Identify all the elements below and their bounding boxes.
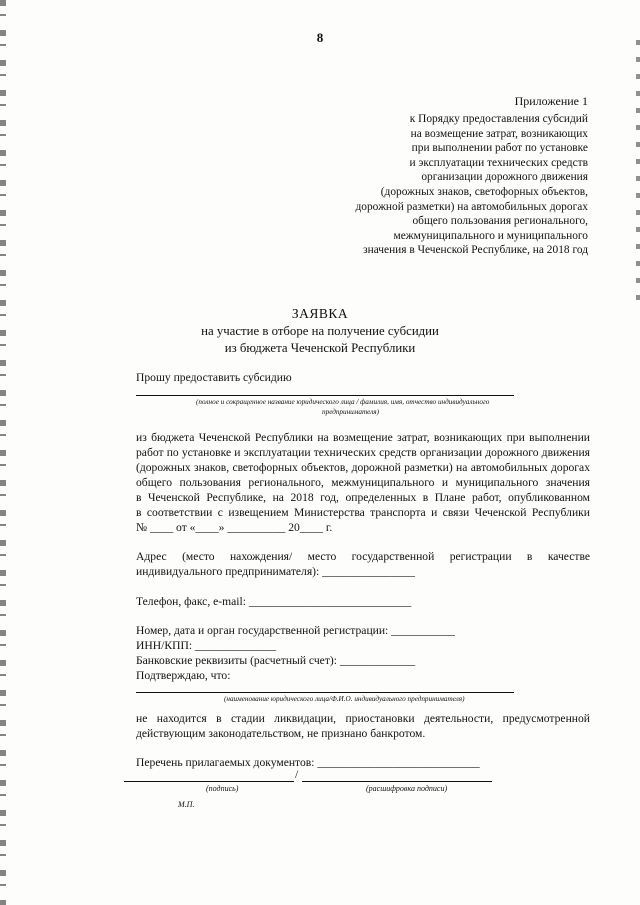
body-line: в соответствии с извещением Министерства транспорта и связи Чеченской Республики xyxy=(136,506,590,519)
signature-slash: / xyxy=(295,768,299,781)
address-line-2: индивидуального предпринимателя): ________________ xyxy=(136,565,415,578)
appendix-line: к Порядку предоставления субсидий xyxy=(409,113,588,125)
request-caption-1: (полное и сокращенное название юридического лица / фамилия, имя, отчество индивидуального xyxy=(196,398,490,406)
document-subtitle-1: на участие в отборе на получение субсидии xyxy=(201,324,439,338)
scan-margin-right xyxy=(636,40,640,300)
body-line: работ по установке и эксплуатации технических средств организации дорожного движения xyxy=(136,446,590,459)
appendix-line: (дорожных знаков, светофорных объектов, xyxy=(380,185,588,198)
body-line: из бюджета Чеченской Республики на возмещение затрат, возникающих при выполнении xyxy=(136,431,590,444)
address-line-1: Адрес (место нахождения/ место государственной регистрации в качестве xyxy=(136,550,590,563)
registration-info: Номер, дата и орган государственной регистрации: ___________ xyxy=(136,624,455,637)
appendix-line: межмуниципального и муниципального xyxy=(393,229,588,242)
page-number: 8 xyxy=(316,30,324,45)
appendix-line: и эксплуатации технических средств xyxy=(409,156,588,169)
document-title: ЗАЯВКА xyxy=(291,306,349,321)
appendix-line: на возмещение затрат, возникающих xyxy=(410,127,588,140)
body-line: общего пользования регионального, межмуниципального и муниципального значения xyxy=(136,476,590,489)
status-line-1: не находится в стадии ликвидации, приостановки деятельности, предусмотренной xyxy=(136,712,590,725)
confirm-label: Подтверждаю, что: xyxy=(136,669,231,682)
documents-label: Перечень прилагаемых документов: ____________________________ xyxy=(136,756,480,769)
request-caption-2: предпринимателя) xyxy=(322,408,380,416)
appendix-line: организации дорожного движения xyxy=(421,171,588,184)
signature-caption: (подпись) xyxy=(206,784,239,793)
status-line-2: действующим законодательством, не признано банкротом. xyxy=(136,727,426,740)
confirm-caption: (наименование юридического лица/Ф.И.О. индивидуального предпринимателя) xyxy=(224,695,465,703)
appendix-line: дорожной разметки) на автомобильных дорогах xyxy=(355,200,588,213)
appendix-line: значения в Чеченской Республике, на 2018 год xyxy=(363,244,588,257)
stamp-place: М.П. xyxy=(178,800,195,809)
bank-details: Банковские реквизиты (расчетный счет): _____________ xyxy=(136,654,416,667)
body-line: № ____ от «____» __________ 20____ г. xyxy=(136,521,333,534)
request-label: Прошу предоставить субсидию xyxy=(136,371,292,384)
scan-margin-left xyxy=(0,0,6,905)
body-line: в Чеченской Республике, на 2018 год, определенных в Плане работ, опубликованном xyxy=(136,491,590,504)
request-applicant-line xyxy=(136,395,514,396)
appendix-line: общего пользования регионального, xyxy=(412,215,588,228)
signature-line xyxy=(124,781,294,782)
body-line: (дорожных знаков, светофорных объектов, дорожной разметки) на автомобильных дорогах xyxy=(136,461,590,474)
appendix-block xyxy=(308,112,588,258)
contact-phone: Телефон, факс, e-mail: ____________________________ xyxy=(136,595,412,608)
inn-kpp: ИНН/КПП: ______________ xyxy=(136,639,277,652)
signature-decode-line xyxy=(302,781,492,782)
appendix-title: Приложение 1 xyxy=(514,94,588,108)
confirm-name-line xyxy=(136,692,514,693)
signature-decode-caption: (расшифровка подписи) xyxy=(366,784,448,793)
appendix-line: при выполнении работ по установке xyxy=(411,142,588,155)
document-subtitle-2: из бюджета Чеченской Республики xyxy=(224,341,416,355)
